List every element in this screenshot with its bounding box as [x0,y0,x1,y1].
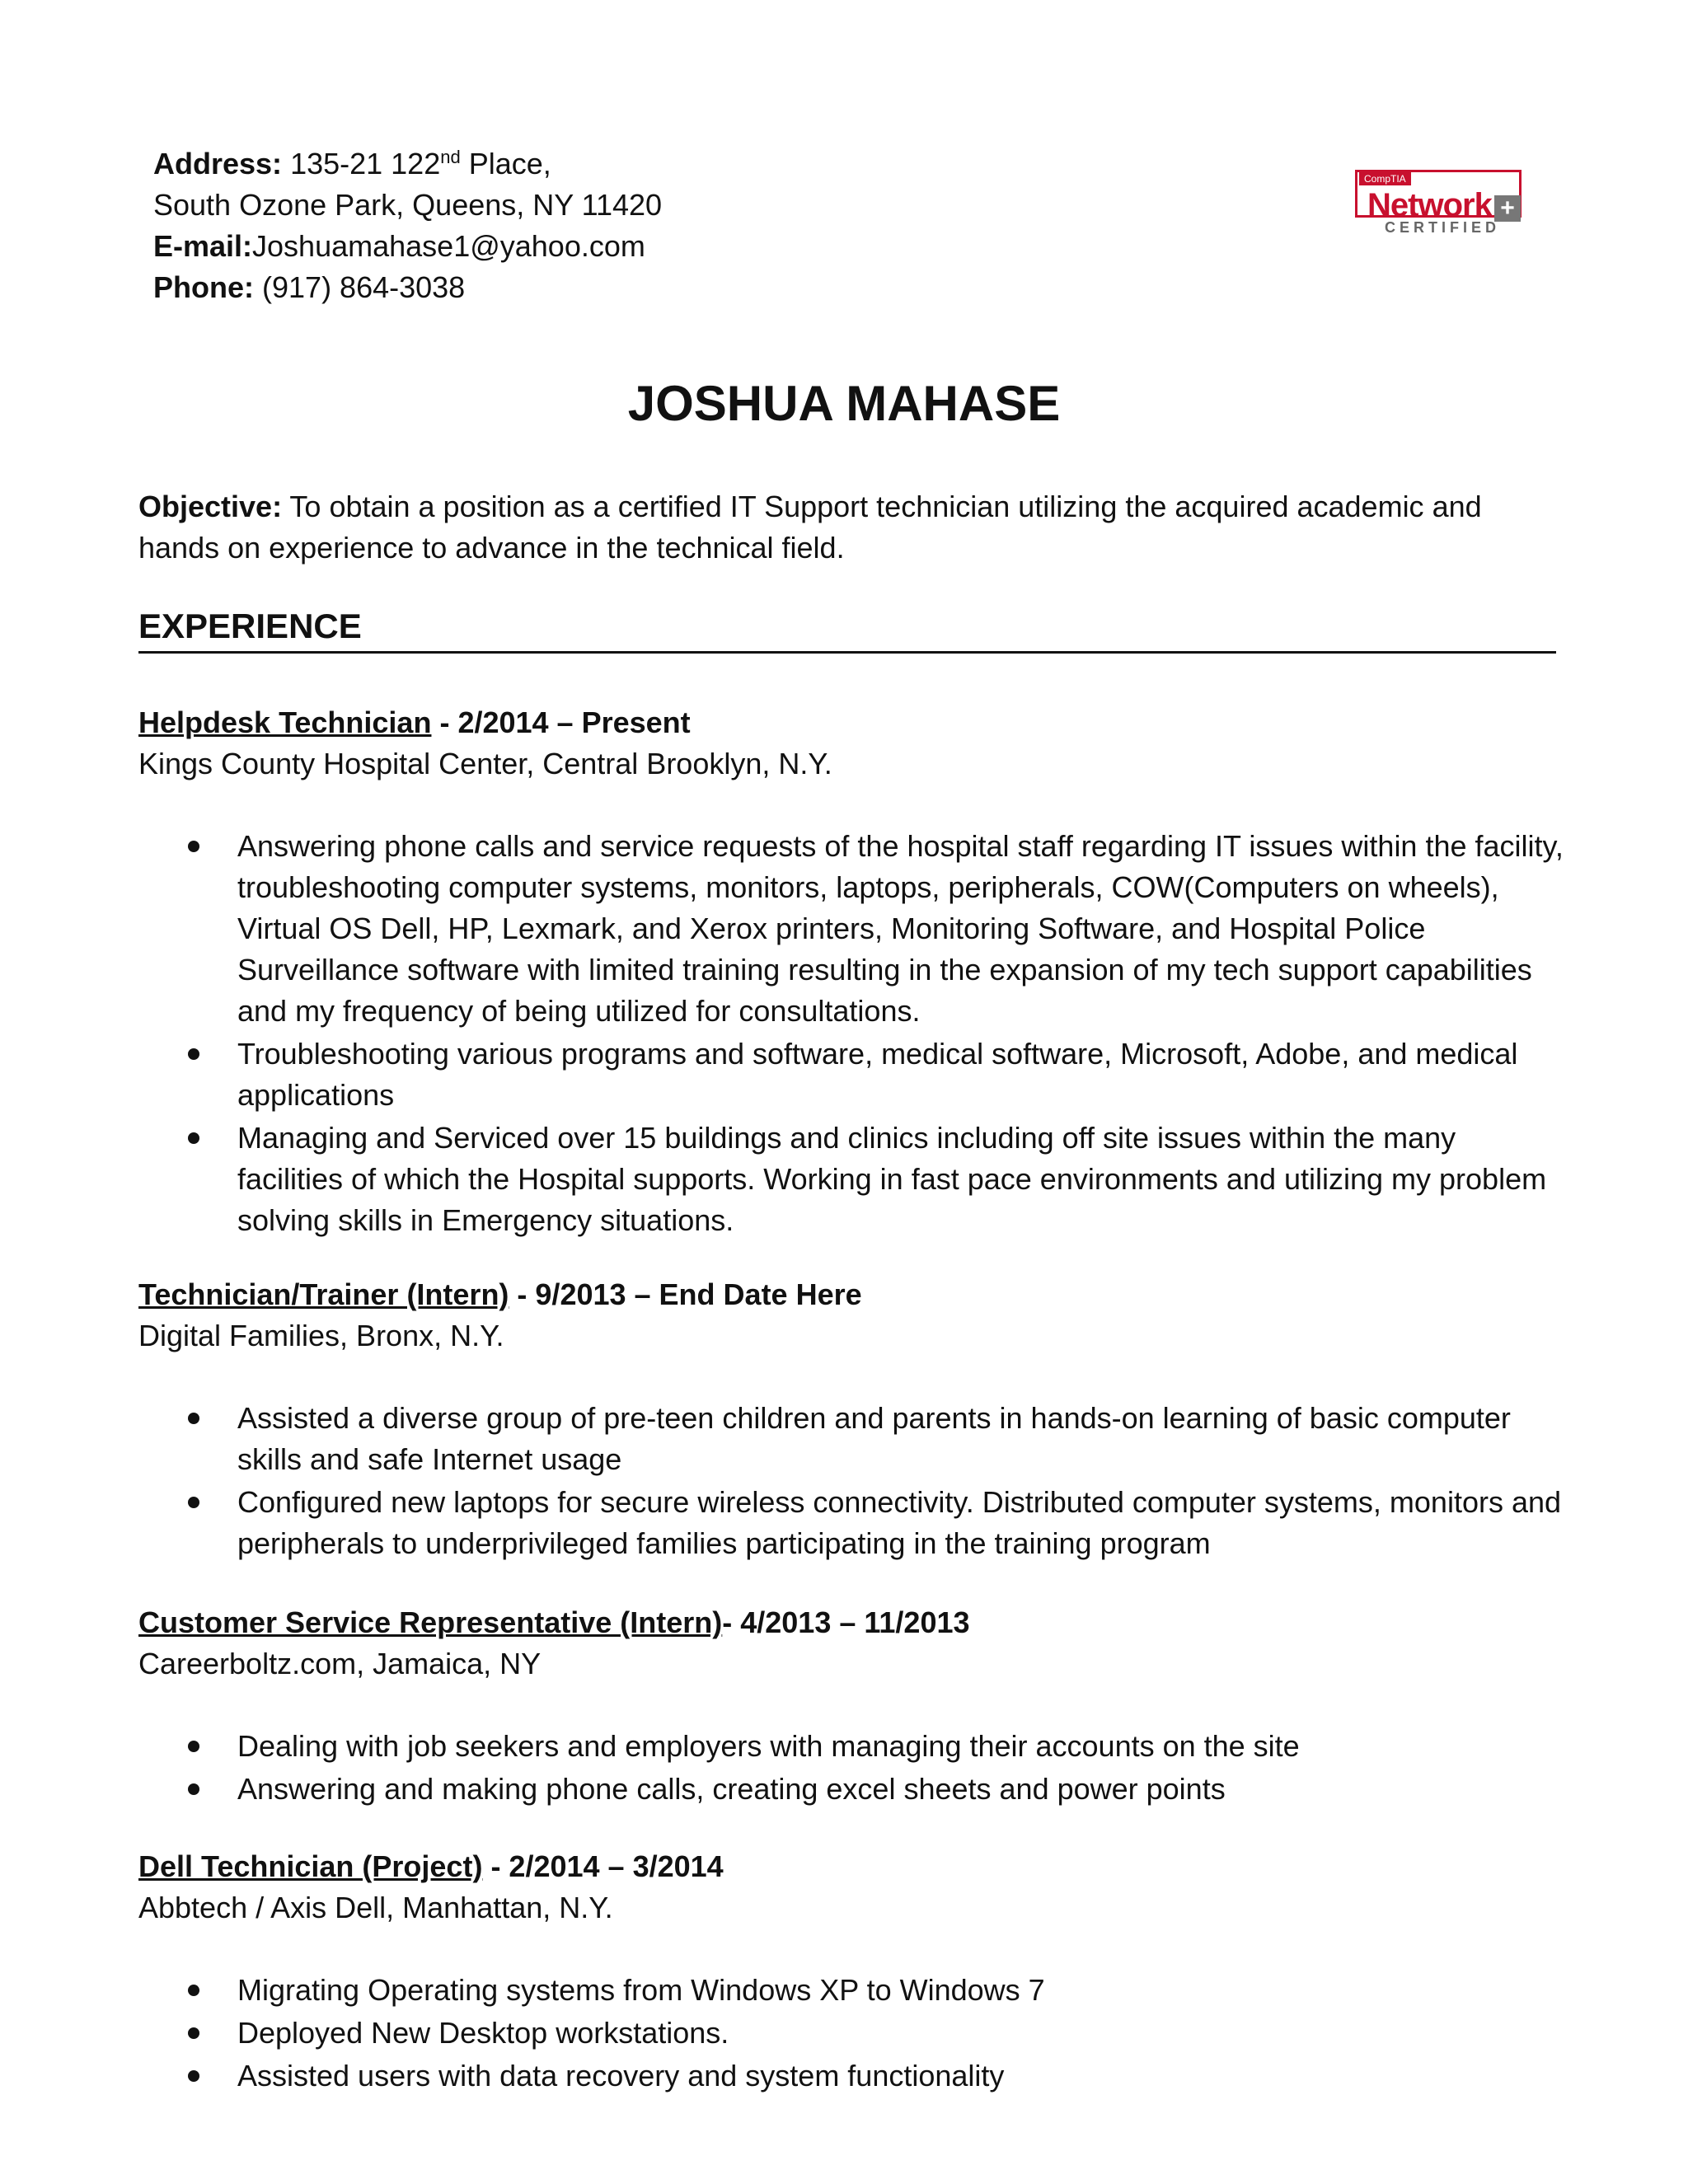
address-label: Address: [153,147,283,180]
job-entry [138,702,1564,1243]
email-label: E-mail: [153,229,253,263]
job-bullet: Troubleshooting various programs and software, medical software, Microsoft, Adobe, and medical applications [237,1033,1564,1116]
logo-brand-tag: CompTIA [1359,172,1411,185]
job-employer: Kings County Hospital Center, Central Brooklyn, N.Y. [138,747,832,780]
objective [138,486,1564,569]
job-bullet: Configured new laptops for secure wireless connectivity. Distributed computer systems, monitors and peripherals to underprivileged families participating in the training program [237,1482,1564,1564]
job-employer: Abbtech / Axis Dell, Manhattan, N.Y. [138,1891,613,1924]
job-dates: - 4/2013 – 11/2013 [722,1605,970,1639]
job-bullets [138,1398,1564,1564]
network-plus-certified-logo [1350,158,1548,241]
job-title: Helpdesk Technician [138,705,432,739]
job-title: Customer Service Representative (Intern) [138,1605,723,1639]
job-title: Technician/Trainer (Intern) [138,1277,509,1311]
job-header [138,1846,1564,1887]
job-dates: - 2/2014 – Present [431,705,691,739]
job-bullet: Assisted a diverse group of pre-teen children and parents in hands-on learning of basic computer skills and safe Internet usage [237,1398,1564,1480]
phone-value: (917) 864-3038 [262,270,466,304]
job-bullets [138,1726,1564,1810]
job-header [138,1602,1564,1643]
address-line-1 [153,143,662,185]
job-entry [138,1846,1564,2098]
phone-label: Phone: [153,270,254,304]
experience-heading: EXPERIENCE [138,607,362,645]
job-employer: Careerboltz.com, Jamaica, NY [138,1647,542,1680]
job-bullet: Migrating Operating systems from Windows XP to Windows 7 [237,1970,1564,2011]
address-street-end: Place, [460,147,551,180]
address-street: 135-21 122 [290,147,441,180]
section-divider [138,651,1556,654]
job-entry [138,1602,1564,1811]
job-bullet: Answering phone calls and service requests of the hospital staff regarding IT issues within the facility, troubleshooting computer systems, monitors, laptops, peripherals, COW(Computers on wheels), Virtual OS Dell, HP, Lexmark, and Xerox printers, Monitoring Software, and Hospital Police Surveillance software with limited training resulting in the expansion of my tech support capabilities and my frequency of being utilized for consultations. [237,826,1564,1032]
email-line [153,226,662,267]
job-bullet: Assisted users with data recovery and system functionality [237,2055,1564,2097]
address-line-2: South Ozone Park, Queens, NY 11420 [153,188,663,222]
candidate-name: JOSHUA MAHASE [627,376,1061,431]
job-bullets [138,826,1564,1241]
job-bullet: Deployed New Desktop workstations. [237,2013,1564,2054]
job-header [138,702,1564,743]
job-bullet: Answering and making phone calls, creating excel sheets and power points [237,1769,1564,1810]
job-dates: - 9/2013 – End Date Here [509,1277,862,1311]
objective-label: Objective: [138,490,283,523]
job-bullet: Managing and Serviced over 15 buildings and clinics including off site issues within the many facilities of which the Hospital supports. Working in fast pace environments and utilizing my problem solving skills in Emergency situations. [237,1118,1564,1241]
job-title: Dell Technician (Project) [138,1849,483,1883]
contact-block [153,143,662,308]
job-employer: Digital Families, Bronx, N.Y. [138,1319,504,1352]
job-bullets [138,1970,1564,2097]
logo-frame [1355,170,1522,223]
job-header [138,1274,1564,1315]
address-ordinal: nd [440,147,461,167]
email-value: Joshuamahase1@yahoo.com [252,229,645,263]
objective-text: To obtain a position as a certified IT Support technician utilizing the acquired academic and hands on experience to advance in the technical field. [138,490,1482,565]
phone-line [153,267,662,308]
logo-wordmark: Network [1367,187,1492,223]
logo-certified-text: CERTIFIED [1385,219,1501,236]
logo-plus-icon: + [1494,195,1521,222]
job-dates: - 2/2014 – 3/2014 [482,1849,724,1883]
job-entry [138,1274,1564,1566]
job-bullet: Dealing with job seekers and employers with managing their accounts on the site [237,1726,1564,1767]
